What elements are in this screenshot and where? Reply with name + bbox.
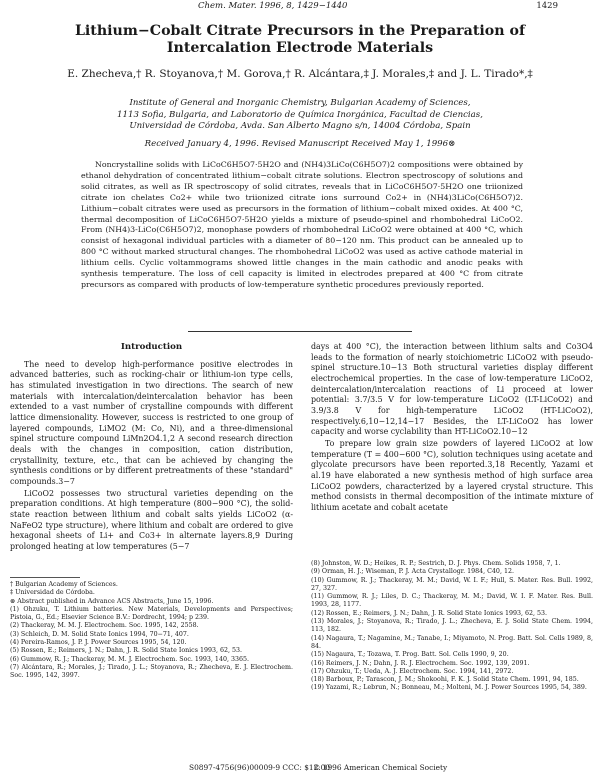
journal-citation: Chem. Mater. 1996, 8, 1429−1440 (198, 1, 348, 11)
reference: (1) Ohzuku, T. Lithium batteries. New Materials, Developments and Perspectives; Pistoia, G., Ed.; Elsevier Science B.V.: Dordrecht, 1994; p 239. (10, 605, 293, 622)
reference: (16) Reimers, J. N.; Dahn, J. R. J. Electrochem. Soc. 1992, 139, 2091. (311, 659, 530, 667)
reference: (12) Rossen, E.; Reimers, J. N.; Dahn, J. R. Solid State Ionics 1993, 62, 53. (311, 609, 548, 617)
footnote-divider (10, 577, 80, 578)
copyright: © 1996 American Chemical Society (313, 763, 448, 772)
reference: (14) Nagaura, T.; Nagamine, M.; Tanabe, I.; Miyamoto, N. Prog. Batt. Sol. Cells 1989, 8, 84. (311, 634, 593, 650)
section-heading-introduction: Introduction (120, 342, 183, 352)
reference: (6) Gummow, R. J.; Thackeray, M. M. J. Electrochem. Soc. 1993, 140, 3365. (10, 655, 249, 663)
footnotes-left (10, 581, 293, 681)
abstract-divider (188, 331, 412, 332)
reference: (19) Yazami, R.; Lebrun, N.; Bonneau, M.; Molteni, M. J. Power Sources 1995, 54, 389. (311, 684, 587, 692)
footnote: † Bulgarian Academy of Sciences. (10, 581, 118, 588)
body-paragraph: LiCoO2 possesses two structural varieties depending on the preparation conditions. At high temperature (800−900 °C), the solid-state reaction between lithium and cobalt salts yields LiCoO2 (α-NaFeO2 type structure), where lithium and cobalt are ordered to give hexagonal sheets of Li+ and Co3+ in alternate layers.8,9 During prolonged heating at low temperatures (5−7 (10, 488, 293, 551)
reference: (3) Schleich, D. M. Solid State Ionics 1994, 70−71, 407. (10, 630, 189, 638)
running-header (0, 1, 600, 15)
received-dates: Received January 4, 1996. Revised Manuscript Received May 1, 1996⊗ (144, 139, 456, 149)
reference: (13) Morales, J.; Stoyanova, R.; Tirado, J. L.; Zhecheva, E. J. Solid State Chem. 1994, 113, 182. (311, 618, 593, 634)
reference: (7) Alcántara, R.; Morales, J.; Tirado, J. L.; Stoyanova, R.; Zhecheva, E. J. Electrochem. Soc. 1995, 142, 3997. (10, 663, 293, 680)
footnotes-right (311, 560, 593, 693)
affiliation-line: Institute of General and Inorganic Chemistry, Bulgarian Academy of Sciences, (129, 98, 471, 108)
author-list: E. Zhecheva,† R. Stoyanova,† M. Gorova,† R. Alcántara,‡ J. Morales,‡ and J. L. Tirado*,‡ (67, 68, 533, 80)
reference: (15) Nagaura, T.; Tozawa, T. Prog. Batt. Sol. Cells 1990, 9, 20. (311, 651, 509, 659)
body-paragraph: To prepare low grain size powders of layered LiCoO2 at low temperature (T = 400−600 °C), solution techniques using acetate and glycolate precursors have been reported.3,18 Recently, Yazami et al.19 have elaborated a new synthesis method of high surface area LiCoO2 powders, characterized by a layered crystal structure. This method consists in thermal decomposition of the intimate mixture of lithium acetate and cobalt acetate (311, 438, 593, 512)
affiliation-line: Universidad de Córdoba, Avda. San Alberto Magno s/n, 14004 Córdoba, Spain (129, 121, 471, 132)
reference: (9) Orman, H. J.; Wiseman, P. J. Acta Crystallogr. 1984, C40, 12. (311, 568, 514, 576)
left-column (10, 342, 293, 552)
reference: (4) Pereira-Ramos, J. P. J. Power Sources 1995, 54, 120. (10, 639, 187, 647)
footnote: ‡ Universidad de Córdoba. (10, 589, 95, 597)
body-paragraph: days at 400 °C), the interaction between lithium salts and Co3O4 leads to the formation of nearly stoichiometric LiCoO2 with pseudo-spinel structure.10−13 Both structural varieties display different electrochemical properties. In the case of low-temperature LiCoO2, deintercalation/intercalation reactions of Li proceed at lower potential: 3.7/3.5 V for low-temperature LiCoO2 (LT-LiCoO2) and 3.9/3.8 V for high-temperature LiCoO2 (HT-LiCoO2), respectively.6,10−12,14−17 Besides, the LT-LiCoO2 has lower capacity and worse cyclability than HT-LiCoO2.10−12 (311, 342, 593, 437)
reference: (18) Barboux, P.; Tarascon, J. M.; Shokoohi, F. K. J. Solid State Chem. 1991, 94, 185. (311, 676, 579, 684)
reference: (8) Johnston, W. D.; Heikes, R. P.; Sestrich, D. J. Phys. Chem. Solids 1958, 7, 1. (311, 560, 561, 567)
article-title: Lithium−Cobalt Citrate Precursors in the Preparation of Intercalation Electrode Materials (74, 23, 526, 56)
reference: (10) Gummow, R. J.; Thackeray, M. M.; David, W. I. F.; Hull, S. Mater. Res. Bull. 1992, 27, 327. (311, 576, 593, 592)
doi-code: S0897-4756(96)00009-9 CCC: $12.00 (189, 763, 331, 772)
abstract: Noncrystalline solids with LiCoC6H5O7·5H2O and (NH4)3LiCo(C6H5O7)2 compositions were obtained by ethanol dehydration of concentrated lithium−cobalt citrate solutions. Electron spectroscopy of solutions and solid citrates, as well as IR spectroscopy of solid citrates, reveals that in LiCoC6H5O7·5H2O one triionized citrate ion chelates Co2+ while two triionized citrate ions surround Co2+ in (NH4)3LiCo(C6H5O7)2. Lithium−cobalt citrates were used as precursors in the formation of lithium−cobalt mixed oxides. At 400 °C, thermal decomposition of LiCoC6H5O7·5H2O yields a mixture of pseudo-spinel and rhombohedral LiCoO2. From (NH4)3-LiCo(C6H5O7)2, monophase powders of rhombohedral LiCoO2 were obtained at 400 °C, which consist of hexagonal individual particles with a diameter of 80−120 nm. This product can be annealed up to 800 °C without marked structural changes. The rhombohedral LiCoO2 was used as active cathode material in lithium cells. Cyclic voltammograms showed little changes in the main cathodic and anodic peaks with synthesis temperature. The loss of cell capacity is limited in electrodes prepared at 400 °C from citrate precursors as compared with products of low-temperature synthetic procedures previously reported. (81, 160, 523, 289)
reference: (17) Ohzuku, T.; Ueda, A. J. Electrochem. Soc. 1994, 141, 2972. (311, 667, 514, 675)
body-paragraph: The need to develop high-performance positive electrodes in advanced batteries, such as rocking-chair or lithium-ion type cells, has stimulated investigation in two directions. The search of new materials with intercalation/deintercalation behavior has been extended to a vast number of crystalline compounds with different lattice dimensionality. However, success is restricted to one group of layered compounds, LiMO2 (M: Co, Ni), and a three-dimensional spinel structure compound LiMn2O4.1,2 A second research direction deals with the changes in composition, cation distribution, crystallinity, texture, etc., that can be achieved by changing the synthesis conditions or by different pretreatments of these "standard" compounds.3−7 (10, 359, 293, 486)
affiliations (40, 98, 560, 133)
footnote: ⊗ Abstract published in Advance ACS Abstracts, June 15, 1996. (10, 597, 214, 605)
reference: (5) Rossen, E.; Reimers, J. N.; Dahn, J. R. Solid State Ionics 1993, 62, 53. (10, 647, 243, 655)
page-number: 1429 (536, 1, 558, 11)
reference: (2) Thackeray, M. M. J. Electrochem. Soc. 1995, 142, 2558. (10, 622, 199, 630)
affiliation-line: 1113 Sofia, Bulgaria, and Laboratorio de Química Inorgánica, Facultad de Ciencias, (117, 109, 483, 120)
reference: (11) Gummow, R. J.; Liles, D. C.; Thackeray, M. M.; David, W. I. F. Mater. Res. Bull. 1993, 28, 1177. (311, 593, 593, 609)
right-column (311, 342, 593, 514)
